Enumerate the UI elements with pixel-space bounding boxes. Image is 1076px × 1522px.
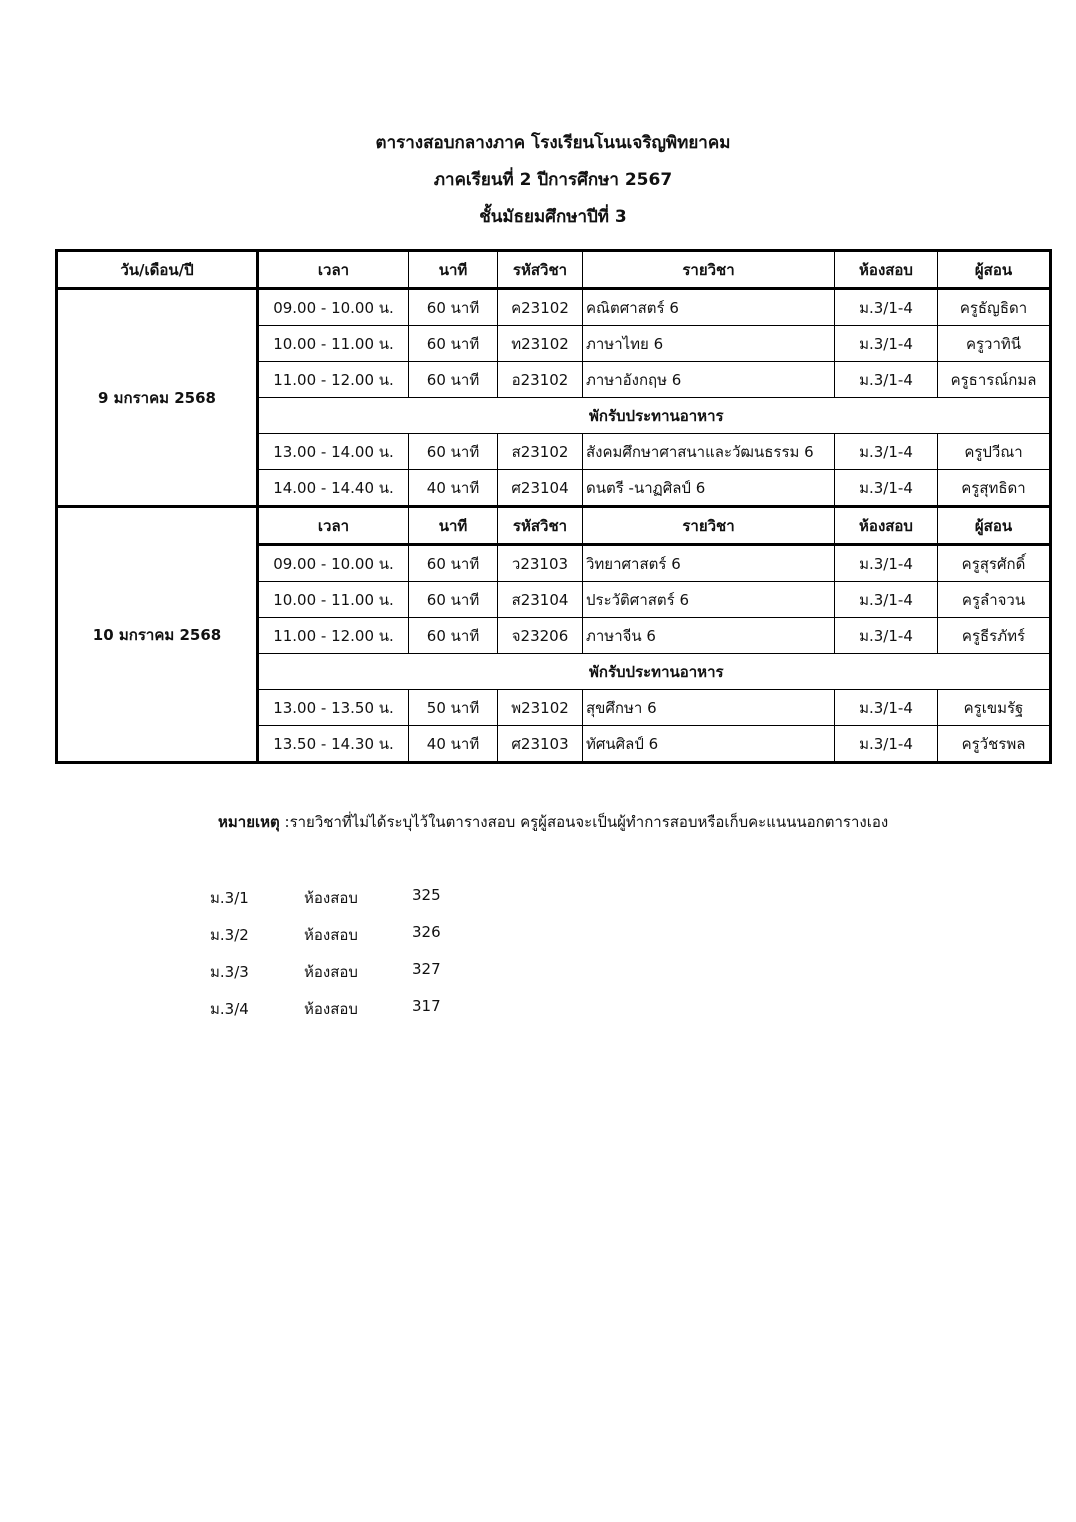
- cell-room: ม.3/1-4: [835, 434, 938, 470]
- header-subject: รายวิชา: [583, 507, 835, 545]
- cell-subject: ทัศนศิลป์ 6: [583, 726, 835, 763]
- header-teacher: ผู้สอน: [938, 251, 1051, 289]
- cell-teacher: ครูสุรศักดิ์: [938, 545, 1051, 582]
- remark-text: :รายวิชาที่ไม่ได้ระบุไว้ในตารางสอบ ครูผู้สอนจะเป็นผู้ทำการสอบหรือเก็บคะแนนนอกตารางเอง: [279, 813, 889, 831]
- room-label: ห้องสอบ: [304, 889, 358, 907]
- cell-time: 13.50 - 14.30 น.: [258, 726, 409, 763]
- header-teacher: ผู้สอน: [938, 507, 1051, 545]
- cell-minutes: 60 นาที: [409, 434, 498, 470]
- cell-teacher: ครูวัชรพล: [938, 726, 1051, 763]
- cell-minutes: 40 นาที: [409, 726, 498, 763]
- cell-time: 13.00 - 13.50 น.: [258, 690, 409, 726]
- cell-code: จ23206: [498, 618, 583, 654]
- cell-time: 14.00 - 14.40 น.: [258, 470, 409, 507]
- title-school: ตารางสอบกลางภาค โรงเรียนโนนเจริญพิทยาคม: [375, 133, 731, 153]
- cell-minutes: 60 นาที: [409, 618, 498, 654]
- header-minutes: นาที: [409, 507, 498, 545]
- cell-subject: ภาษาอังกฤษ 6: [583, 362, 835, 398]
- cell-code: ส23104: [498, 582, 583, 618]
- cell-teacher: ครูลำจวน: [938, 582, 1051, 618]
- cell-code: พ23102: [498, 690, 583, 726]
- cell-minutes: 60 นาที: [409, 545, 498, 582]
- date-cell: 10 มกราคม 2568: [57, 507, 258, 763]
- cell-subject: สังคมศึกษาศาสนาและวัฒนธรรม 6: [583, 434, 835, 470]
- cell-subject: ภาษาไทย 6: [583, 326, 835, 362]
- cell-time: 11.00 - 12.00 น.: [258, 618, 409, 654]
- cell-subject: ประวัติศาสตร์ 6: [583, 582, 835, 618]
- header-code: รหัสวิชา: [498, 251, 583, 289]
- room-number: 327: [412, 960, 441, 978]
- cell-room: ม.3/1-4: [835, 726, 938, 763]
- cell-teacher: ครูธีรภัทร์: [938, 618, 1051, 654]
- room-class: ม.3/4: [210, 1000, 249, 1018]
- cell-subject: สุขศึกษา 6: [583, 690, 835, 726]
- cell-room: ม.3/1-4: [835, 618, 938, 654]
- cell-code: ค23102: [498, 289, 583, 326]
- cell-code: ว23103: [498, 545, 583, 582]
- cell-room: ม.3/1-4: [835, 545, 938, 582]
- cell-room: ม.3/1-4: [835, 362, 938, 398]
- cell-minutes: 60 นาที: [409, 582, 498, 618]
- cell-subject: วิทยาศาสตร์ 6: [583, 545, 835, 582]
- room-row: [210, 956, 510, 993]
- cell-minutes: 60 นาที: [409, 289, 498, 326]
- cell-time: 11.00 - 12.00 น.: [258, 362, 409, 398]
- cell-time: 09.00 - 10.00 น.: [258, 545, 409, 582]
- title-grade: ชั้นมัธยมศึกษาปีที่ 3: [479, 207, 627, 227]
- cell-teacher: ครูปวีณา: [938, 434, 1051, 470]
- date-cell: 9 มกราคม 2568: [57, 289, 258, 507]
- room-label: ห้องสอบ: [304, 963, 358, 981]
- cell-subject: ภาษาจีน 6: [583, 618, 835, 654]
- cell-code: ท23102: [498, 326, 583, 362]
- cell-room: ม.3/1-4: [835, 582, 938, 618]
- room-row: [210, 919, 510, 956]
- lunch-break-label: พักรับประทานอาหาร: [258, 398, 1051, 434]
- cell-minutes: 40 นาที: [409, 470, 498, 507]
- header-room: ห้องสอบ: [835, 507, 938, 545]
- room-class: ม.3/1: [210, 889, 249, 907]
- title-semester: ภาคเรียนที่ 2 ปีการศึกษา 2567: [433, 170, 673, 190]
- room-number: 317: [412, 997, 441, 1015]
- cell-minutes: 50 นาที: [409, 690, 498, 726]
- header-minutes: นาที: [409, 251, 498, 289]
- remark-label: หมายเหตุ: [218, 813, 280, 831]
- cell-room: ม.3/1-4: [835, 326, 938, 362]
- cell-teacher: ครูธารณ์กมล: [938, 362, 1051, 398]
- header-time: เวลา: [258, 507, 409, 545]
- cell-code: ศ23104: [498, 470, 583, 507]
- document-header: [0, 128, 1076, 239]
- cell-room: ม.3/1-4: [835, 289, 938, 326]
- header-code: รหัสวิชา: [498, 507, 583, 545]
- room-label: ห้องสอบ: [304, 926, 358, 944]
- cell-subject: คณิตศาสตร์ 6: [583, 289, 835, 326]
- cell-time: 10.00 - 11.00 น.: [258, 326, 409, 362]
- room-class: ม.3/2: [210, 926, 249, 944]
- cell-code: ส23102: [498, 434, 583, 470]
- cell-time: 13.00 - 14.00 น.: [258, 434, 409, 470]
- cell-teacher: ครูธัญธิดา: [938, 289, 1051, 326]
- room-row: [210, 882, 510, 919]
- cell-code: อ23102: [498, 362, 583, 398]
- remark: [218, 810, 888, 834]
- cell-subject: ดนตรี -นาฏศิลป์ 6: [583, 470, 835, 507]
- cell-teacher: ครูสุทธิดา: [938, 470, 1051, 507]
- header-row: [57, 251, 1051, 289]
- header-room: ห้องสอบ: [835, 251, 938, 289]
- room-list: [210, 882, 510, 1030]
- header-date: วัน/เดือน/ปี: [57, 251, 258, 289]
- header-subject: รายวิชา: [583, 251, 835, 289]
- room-row: [210, 993, 510, 1030]
- room-number: 326: [412, 923, 441, 941]
- header-time: เวลา: [258, 251, 409, 289]
- exam-row: [57, 289, 1051, 326]
- room-class: ม.3/3: [210, 963, 249, 981]
- cell-teacher: ครูเขมรัฐ: [938, 690, 1051, 726]
- cell-minutes: 60 นาที: [409, 362, 498, 398]
- cell-room: ม.3/1-4: [835, 470, 938, 507]
- cell-time: 09.00 - 10.00 น.: [258, 289, 409, 326]
- cell-room: ม.3/1-4: [835, 690, 938, 726]
- cell-code: ศ23103: [498, 726, 583, 763]
- room-number: 325: [412, 886, 441, 904]
- exam-schedule-table: [55, 249, 1052, 764]
- lunch-break-label: พักรับประทานอาหาร: [258, 654, 1051, 690]
- room-label: ห้องสอบ: [304, 1000, 358, 1018]
- cell-minutes: 60 นาที: [409, 326, 498, 362]
- cell-teacher: ครูวาทินี: [938, 326, 1051, 362]
- cell-time: 10.00 - 11.00 น.: [258, 582, 409, 618]
- header-row: [57, 507, 1051, 545]
